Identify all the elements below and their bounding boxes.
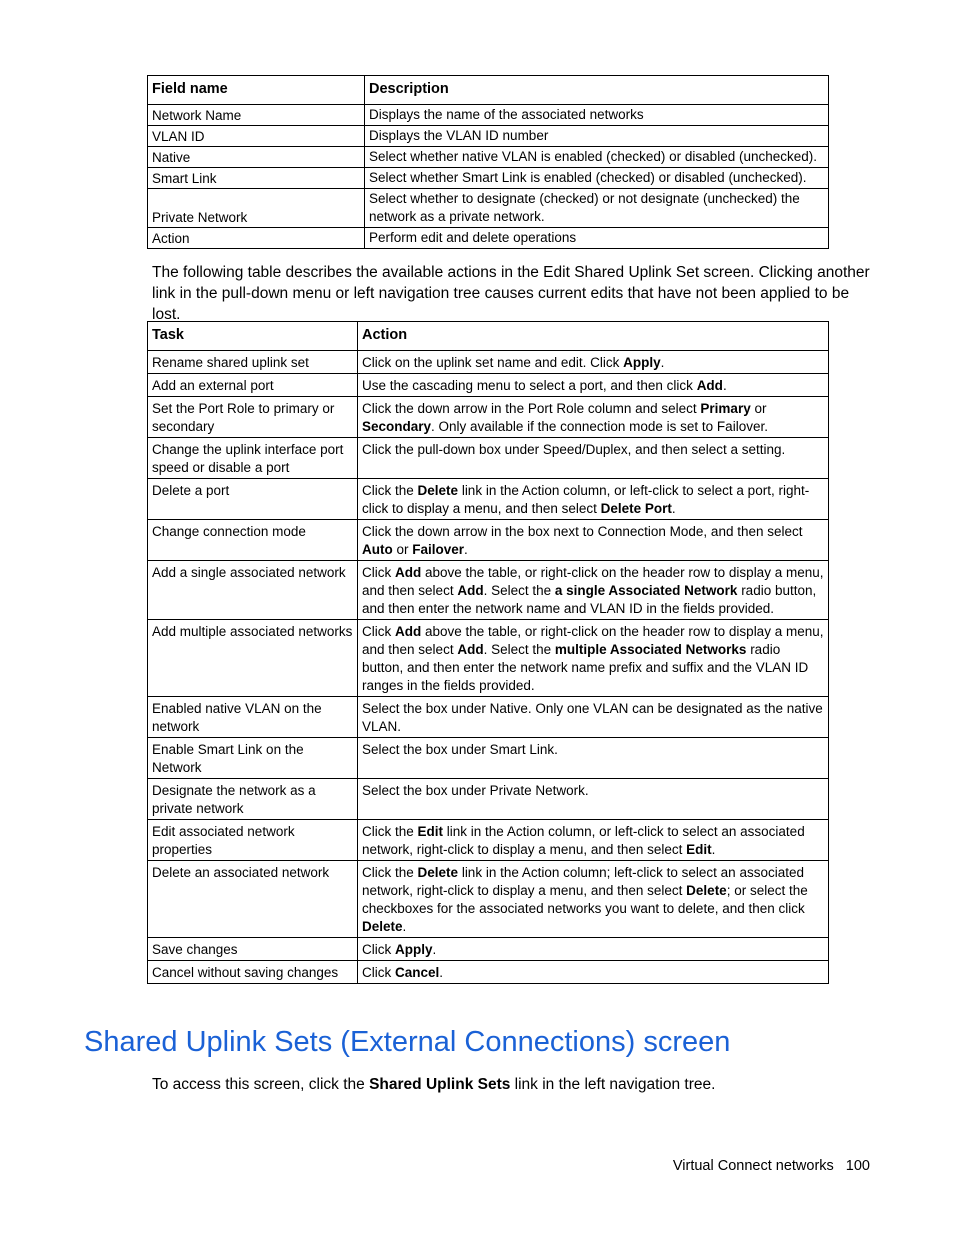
task-cell: Set the Port Role to primary or secondary: [148, 397, 358, 438]
bold-term: Edit: [686, 842, 712, 857]
bold-term: a single Associated Network: [554, 583, 738, 598]
task-cell: Save changes: [148, 938, 358, 961]
bold-term: Cancel: [395, 965, 440, 980]
bold-term: Failover: [412, 542, 465, 557]
table-row: [148, 126, 829, 147]
text-run: ; or select the checkboxes for the associated networks you want to delete, and then click: [362, 883, 808, 916]
table-row: [148, 397, 829, 438]
page-number: 100: [845, 1158, 870, 1174]
action-cell: [358, 738, 829, 779]
bold-term: Delete: [362, 919, 403, 934]
table-row: [148, 697, 829, 738]
task-cell: Designate the network as a private network: [148, 779, 358, 820]
text-run: .: [464, 542, 468, 557]
table-row: [148, 738, 829, 779]
table-header-row: [148, 76, 829, 105]
text-run: Click the: [362, 865, 418, 880]
task-cell: Change connection mode: [148, 520, 358, 561]
action-cell: [358, 861, 829, 938]
table-row: [148, 374, 829, 397]
bold-term: Add: [457, 583, 484, 598]
bold-term: Delete Port: [600, 501, 672, 516]
task-cell: Add an external port: [148, 374, 358, 397]
action-cell: [358, 938, 829, 961]
action-cell: [358, 697, 829, 738]
text-run: .: [711, 842, 716, 857]
bold-term: Add: [457, 642, 484, 657]
bold-term: Delete: [417, 483, 459, 498]
field-name-cell: Smart Link: [148, 168, 365, 189]
header-description: Description: [365, 76, 829, 105]
header-task: Task: [148, 322, 358, 351]
text-run: Select whether to designate (checked) or not designate (unchecked) the network as a private network.: [369, 191, 800, 224]
text-run: Displays the name of the associated networks: [369, 107, 644, 122]
text-run: radio button, and then enter the network name and VLAN ID in the fields provided.: [362, 583, 817, 616]
text-run: Click: [362, 965, 395, 980]
text-run: Click: [362, 565, 395, 580]
text-run: .: [722, 378, 727, 393]
task-cell: Enabled native VLAN on the network: [148, 697, 358, 738]
action-cell: [358, 479, 829, 520]
field-name-cell: VLAN ID: [148, 126, 365, 147]
text-run: Click: [362, 942, 395, 957]
bold-term: Primary: [700, 401, 751, 416]
description-cell: [365, 168, 829, 189]
description-cell: [365, 126, 829, 147]
text-run: Perform edit and delete operations: [369, 230, 577, 245]
task-cell: Rename shared uplink set: [148, 351, 358, 374]
text-run: Click: [362, 624, 395, 639]
field-name-cell: Action: [148, 228, 365, 249]
text-run: . Only available if the connection mode is set to Failover.: [431, 419, 768, 434]
access-paragraph: [152, 1074, 874, 1095]
text-run: Select whether native VLAN is enabled (checked) or disabled (unchecked).: [369, 149, 817, 164]
table-row: [148, 938, 829, 961]
text-run: link in the Action column, or left-click to select an associated network, right-click to display a menu, and then select: [362, 824, 805, 857]
text-run: . Select the: [483, 583, 555, 598]
text-run: link in the Action column, or left-click to select a port, right-click to display a menu, and then select: [362, 483, 810, 516]
text-run: link in the left navigation tree.: [510, 1076, 716, 1093]
table-row: [148, 438, 829, 479]
table-row: [148, 105, 829, 126]
task-cell: Change the uplink interface port speed or disable a port: [148, 438, 358, 479]
action-cell: [358, 961, 829, 984]
text-run: Click the: [362, 483, 418, 498]
text-run: Click the down arrow in the box next to Connection Mode, and then select: [362, 524, 803, 539]
text-run: above the table, or right-click on the header row to display a menu, and then select: [362, 565, 824, 598]
text-run: .: [671, 501, 676, 516]
text-run: or: [392, 542, 413, 557]
text-run: .: [432, 942, 437, 957]
bold-term: multiple Associated Networks: [554, 642, 747, 657]
bold-term: Delete: [686, 883, 727, 898]
table-row: [148, 228, 829, 249]
text-run: above the table, or right-click on the header row to display a menu, and then select: [362, 624, 824, 657]
bold-term: Add: [696, 378, 723, 393]
description-cell: [365, 189, 829, 228]
header-action: Action: [358, 322, 829, 351]
table-row: [148, 961, 829, 984]
table-row: [148, 520, 829, 561]
text-run: or: [750, 401, 767, 416]
text-run: Select the box under Native. Only one VLAN can be designated as the native VLAN.: [362, 701, 823, 734]
action-cell: [358, 561, 829, 620]
task-action-table: [147, 321, 829, 984]
table-row: [148, 561, 829, 620]
text-run: . Select the: [483, 642, 555, 657]
text-run: Click the: [362, 824, 418, 839]
text-run: Select the box under Smart Link.: [362, 742, 558, 757]
bold-term: Apply: [395, 942, 433, 957]
description-cell: [365, 105, 829, 126]
table-row: [148, 620, 829, 697]
bold-term: Secondary: [362, 419, 432, 434]
task-cell: Delete an associated network: [148, 861, 358, 938]
text-run: .: [660, 355, 665, 370]
bold-term: Add: [395, 624, 422, 639]
bold-term: Delete: [417, 865, 459, 880]
footer-section-title: Virtual Connect networks: [672, 1158, 834, 1174]
bold-term: Add: [395, 565, 422, 580]
intro-paragraph: The following table describes the available actions in the Edit Shared Uplink Set screen. Clicking another link in the pull-down menu or left navigation tree causes current edits that have not been applied to be lost.: [152, 264, 870, 323]
task-cell: Add multiple associated networks: [148, 620, 358, 697]
table-row: [148, 820, 829, 861]
page-footer: [673, 1158, 870, 1174]
text-run: Click the pull-down box under Speed/Duplex, and then select a setting.: [362, 442, 786, 457]
table-row: [148, 147, 829, 168]
bold-term: Auto: [362, 542, 393, 557]
text-run: Click on the uplink set name and edit. Click: [362, 355, 624, 370]
text-run: Use the cascading menu to select a port, and then click: [362, 378, 697, 393]
text-run: Select the box under Private Network.: [362, 783, 589, 798]
table-row: [148, 861, 829, 938]
table-header-row: [148, 322, 829, 351]
task-cell: Edit associated network properties: [148, 820, 358, 861]
table-row: [148, 189, 829, 228]
bold-term: Apply: [623, 355, 661, 370]
task-cell: Enable Smart Link on the Network: [148, 738, 358, 779]
header-field-name: Field name: [148, 76, 365, 105]
action-cell: [358, 779, 829, 820]
description-cell: [365, 147, 829, 168]
description-cell: [365, 228, 829, 249]
table-row: [148, 779, 829, 820]
action-cell: [358, 820, 829, 861]
text-run: .: [439, 965, 444, 980]
table-row: [148, 168, 829, 189]
text-run: .: [402, 919, 407, 934]
field-name-cell: Native: [148, 147, 365, 168]
action-cell: [358, 351, 829, 374]
text-run: radio button, and then enter the network name prefix and suffix and the VLAN ID ranges in the fields provided.: [362, 642, 809, 693]
task-cell: Delete a port: [148, 479, 358, 520]
field-description-table: [147, 75, 829, 249]
action-cell: [358, 397, 829, 438]
task-cell: Add a single associated network: [148, 561, 358, 620]
text-run: To access this screen, click the: [152, 1076, 370, 1093]
bold-term: Edit: [417, 824, 444, 839]
text-run: Displays the VLAN ID number: [369, 128, 549, 143]
text-run: link in the Action column; left-click to select an associated network, right-click to display a menu, and then select: [362, 865, 804, 898]
action-cell: [358, 620, 829, 697]
section-heading: Shared Uplink Sets (External Connections) screen: [84, 1026, 731, 1058]
task-cell: Cancel without saving changes: [148, 961, 358, 984]
field-name-cell: Network Name: [148, 105, 365, 126]
text-run: Select whether Smart Link is enabled (checked) or disabled (unchecked).: [369, 170, 807, 185]
table-row: [148, 351, 829, 374]
text-run: Click the down arrow in the Port Role column and select: [362, 401, 701, 416]
table-row: [148, 479, 829, 520]
bold-term: Shared Uplink Sets: [369, 1076, 511, 1093]
action-cell: [358, 438, 829, 479]
field-name-cell: Private Network: [148, 189, 365, 228]
action-cell: [358, 374, 829, 397]
action-cell: [358, 520, 829, 561]
